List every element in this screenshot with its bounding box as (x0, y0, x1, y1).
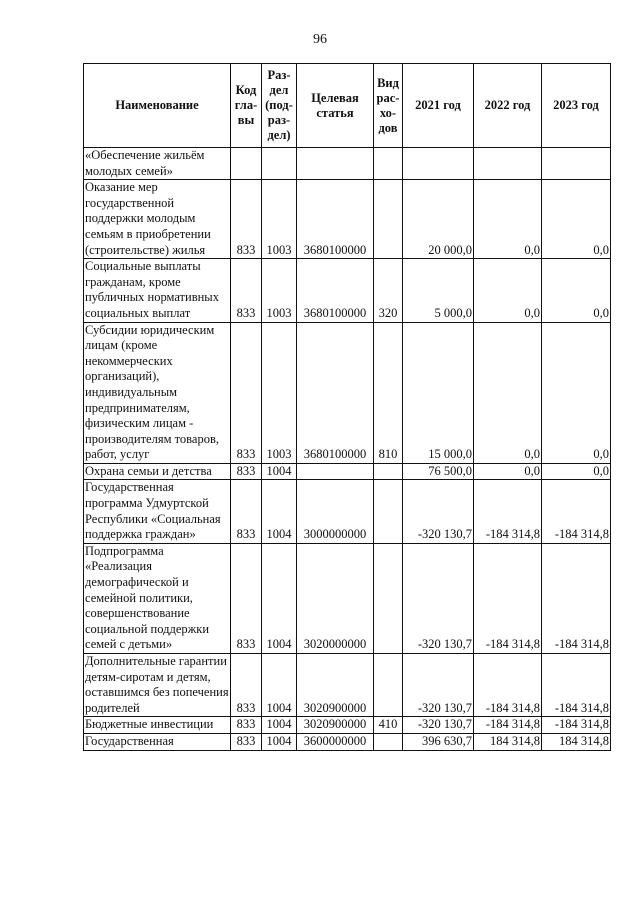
cell-section: 1004 (262, 480, 297, 543)
cell-expense-type (374, 733, 403, 750)
cell-2022: 0,0 (474, 180, 542, 259)
cell-section (262, 148, 297, 180)
cell-name: Дополнительные гарантии детям-сиротам и детям, оставшимся без попечения родителей (84, 654, 231, 717)
cell-2021: 15 000,0 (403, 322, 474, 463)
cell-name: Субсидии юридическим лицам (кроме некоммерческих организаций), индивидуальным предпринимателям, физическим лицам - производителям товаров, работ, услуг (84, 322, 231, 463)
table-row (84, 259, 611, 322)
cell-2021: -320 130,7 (403, 480, 474, 543)
cell-section: 1003 (262, 322, 297, 463)
table-row (84, 148, 611, 180)
header-2021: 2021 год (403, 64, 474, 148)
cell-2022: 0,0 (474, 259, 542, 322)
cell-target-article: 3680100000 (297, 180, 374, 259)
cell-2022: -184 314,8 (474, 543, 542, 653)
cell-expense-type (374, 654, 403, 717)
cell-section: 1004 (262, 543, 297, 653)
cell-target-article (297, 148, 374, 180)
cell-2023: 0,0 (542, 180, 611, 259)
cell-2023: -184 314,8 (542, 543, 611, 653)
cell-chapter-code (231, 148, 262, 180)
cell-2021: -320 130,7 (403, 654, 474, 717)
cell-2021: 5 000,0 (403, 259, 474, 322)
cell-chapter-code: 833 (231, 480, 262, 543)
cell-name: Бюджетные инвестиции (84, 717, 231, 734)
cell-chapter-code: 833 (231, 717, 262, 734)
page-number: 96 (313, 32, 327, 47)
cell-2022: -184 314,8 (474, 480, 542, 543)
header-name: Наименование (84, 64, 231, 148)
cell-chapter-code: 833 (231, 259, 262, 322)
cell-2022 (474, 148, 542, 180)
header-chapter-code: Код гла- вы (231, 64, 262, 148)
cell-name: Социальные выплаты гражданам, кроме публичных нормативных социальных выплат (84, 259, 231, 322)
header-2022: 2022 год (474, 64, 542, 148)
cell-2023: -184 314,8 (542, 654, 611, 717)
cell-2023: 0,0 (542, 322, 611, 463)
cell-expense-type (374, 543, 403, 653)
cell-section: 1004 (262, 717, 297, 734)
cell-target-article (297, 463, 374, 480)
cell-chapter-code: 833 (231, 654, 262, 717)
cell-2021: 20 000,0 (403, 180, 474, 259)
cell-target-article: 3680100000 (297, 322, 374, 463)
header-expense-type: Вид рас- хо- дов (374, 64, 403, 148)
cell-chapter-code: 833 (231, 322, 262, 463)
table-row (84, 180, 611, 259)
cell-2021: 76 500,0 (403, 463, 474, 480)
cell-2022: -184 314,8 (474, 654, 542, 717)
table-row (84, 717, 611, 734)
table-row (84, 480, 611, 543)
cell-chapter-code: 833 (231, 543, 262, 653)
budget-table (83, 63, 611, 751)
cell-2023: -184 314,8 (542, 480, 611, 543)
cell-name: Охрана семьи и детства (84, 463, 231, 480)
cell-name: Государственная (84, 733, 231, 750)
cell-section: 1004 (262, 463, 297, 480)
cell-2021: -320 130,7 (403, 717, 474, 734)
cell-expense-type (374, 480, 403, 543)
cell-2022: -184 314,8 (474, 717, 542, 734)
cell-expense-type (374, 180, 403, 259)
cell-name: Подпрограмма «Реализация демографической и семейной политики, совершенствование социальной поддержки семей с детьми» (84, 543, 231, 653)
cell-chapter-code: 833 (231, 463, 262, 480)
cell-expense-type: 320 (374, 259, 403, 322)
cell-target-article: 3020000000 (297, 543, 374, 653)
header-target-article: Целевая статья (297, 64, 374, 148)
cell-2023: 0,0 (542, 259, 611, 322)
cell-section: 1004 (262, 733, 297, 750)
cell-target-article: 3600000000 (297, 733, 374, 750)
cell-target-article: 3000000000 (297, 480, 374, 543)
cell-2023: -184 314,8 (542, 717, 611, 734)
cell-chapter-code: 833 (231, 180, 262, 259)
table-row (84, 543, 611, 653)
cell-2022: 0,0 (474, 322, 542, 463)
table-row (84, 322, 611, 463)
cell-2021: 396 630,7 (403, 733, 474, 750)
table-row (84, 654, 611, 717)
cell-section: 1004 (262, 654, 297, 717)
header-row (84, 64, 611, 148)
table-row (84, 463, 611, 480)
cell-name: «Обеспечение жильём молодых семей» (84, 148, 231, 180)
cell-chapter-code: 833 (231, 733, 262, 750)
cell-2022: 184 314,8 (474, 733, 542, 750)
cell-2023 (542, 148, 611, 180)
header-section: Раз- дел (под- раз- дел) (262, 64, 297, 148)
cell-section: 1003 (262, 180, 297, 259)
cell-2022: 0,0 (474, 463, 542, 480)
cell-target-article: 3020900000 (297, 717, 374, 734)
cell-target-article: 3020900000 (297, 654, 374, 717)
cell-expense-type: 810 (374, 322, 403, 463)
cell-section: 1003 (262, 259, 297, 322)
cell-expense-type (374, 148, 403, 180)
cell-expense-type: 410 (374, 717, 403, 734)
cell-name: Государственная программа Удмуртской Республики «Социальная поддержка граждан» (84, 480, 231, 543)
cell-expense-type (374, 463, 403, 480)
table-row (84, 733, 611, 750)
header-2023: 2023 год (542, 64, 611, 148)
cell-target-article: 3680100000 (297, 259, 374, 322)
cell-2021: -320 130,7 (403, 543, 474, 653)
cell-2023: 184 314,8 (542, 733, 611, 750)
cell-2023: 0,0 (542, 463, 611, 480)
cell-2021 (403, 148, 474, 180)
cell-name: Оказание мер государственной поддержки молодым семьям в приобретении (строительстве) жилья (84, 180, 231, 259)
